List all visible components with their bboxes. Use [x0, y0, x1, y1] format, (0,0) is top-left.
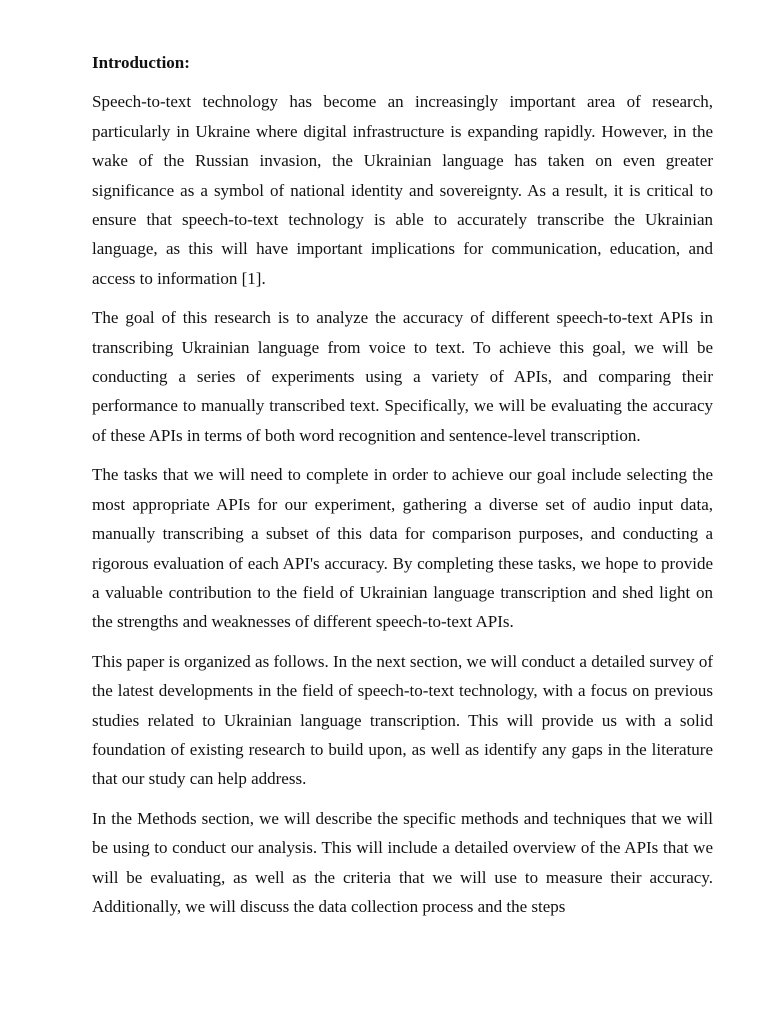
document-body	[92, 48, 713, 931]
paragraph-1: Speech-to-text technology has become an increasingly important area of research, particularly in Ukraine where digital infrastructure is expanding rapidly. However, in the wake of the Russian invasion, the Ukrainian language has taken on even greater significance as a symbol of national identity and sovereignty. As a result, it is critical to ensure that speech-to-text technology is able to accurately transcribe the Ukrainian language, as this will have important implications for communication, education, and access to information [1].	[92, 92, 713, 288]
paragraph-2: The goal of this research is to analyze the accuracy of different speech-to-text APIs in transcribing Ukrainian language from voice to text. To achieve this goal, we will be conducting a series of experiments using a variety of APIs, and comparing their performance to manually transcribed text. Specifically, we will be evaluating the accuracy of these APIs in terms of both word recognition and sentence-level transcription.	[92, 308, 713, 445]
paragraph-3: The tasks that we will need to complete in order to achieve our goal include selecting the most appropriate APIs for our experiment, gathering a diverse set of audio input data, manually transcribing a subset of this data for comparison purposes, and conducting a rigorous evaluation of each API's accuracy. By completing these tasks, we hope to provide a valuable contribution to the field of Ukrainian language transcription and shed light on the strengths and weaknesses of different speech-to-text APIs.	[92, 465, 713, 632]
paragraph-4: This paper is organized as follows. In the next section, we will conduct a detailed survey of the latest developments in the field of speech-to-text technology, with a focus on previous studies related to Ukrainian language transcription. This will provide us with a solid foundation of existing research to build upon, as well as identify any gaps in the literature that our study can help address.	[92, 651, 713, 789]
paragraph-5: In the Methods section, we will describe the specific methods and techniques that we will be using to conduct our analysis. This will include a detailed overview of the APIs that we will be evaluating, as well as the criteria that we will use to measure their accuracy. Additionally, we will discuss the data collection process and the steps	[92, 808, 713, 916]
section-heading: Introduction:	[92, 53, 190, 72]
